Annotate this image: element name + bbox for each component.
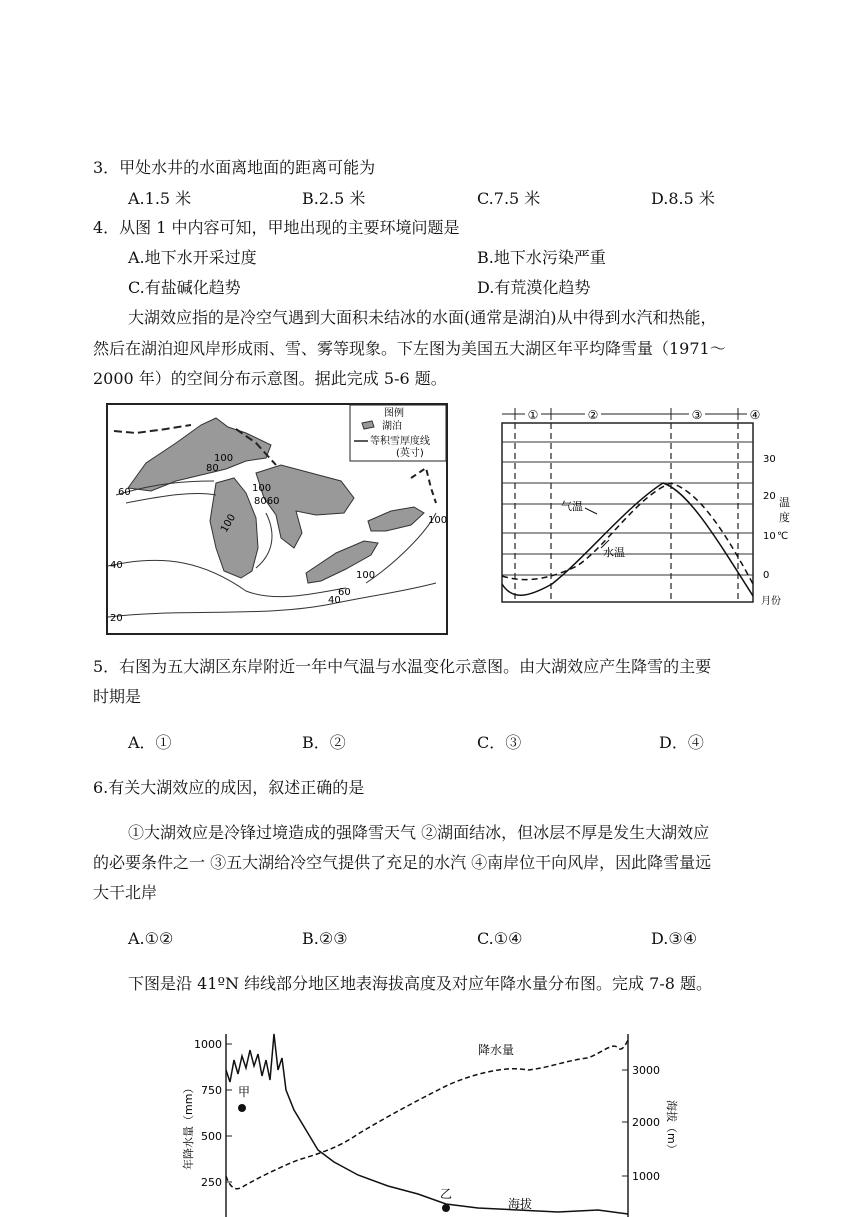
y-tick: 20 — [763, 491, 776, 502]
legend-isoline: 等积雪厚度线 — [370, 436, 430, 447]
air-temp-series-label: 气温 — [561, 500, 583, 513]
q5-option-b: B．② — [302, 733, 346, 752]
left-tick: 750 — [201, 1084, 222, 1097]
q6-option-d: D.③④ — [651, 929, 698, 948]
q5-option-a: A．① — [128, 733, 172, 752]
q3-option-c: C.7.5 米 — [477, 189, 541, 208]
point-yi-marker — [442, 1204, 450, 1212]
right-tick: 3000 — [632, 1064, 660, 1077]
q4-option-d: D.有荒漠化趋势 — [477, 278, 591, 297]
q3-option-d: D.8.5 米 — [651, 189, 715, 208]
q5-option-d: D．④ — [659, 733, 704, 752]
y-axis-label-2: 度 — [779, 511, 790, 524]
q5-stem-line1: 5．右图为五大湖区东岸附近一年中气温与水温变化示意图。由大湖效应产生降雪的主要 — [93, 657, 712, 676]
passage2: 下图是沿 41ºN 纬线部分地区地表海拔高度及对应年降水量分布图。完成 7-8 题。 — [128, 974, 712, 993]
elev-series-label: 海拔 — [508, 1197, 533, 1211]
water-temp-series-label: 水温 — [603, 546, 625, 559]
q6-option-a: A.①② — [128, 929, 174, 948]
left-tick: 500 — [201, 1130, 222, 1143]
legend-lake: 湖泊 — [382, 421, 402, 432]
isoline-label: 100 — [356, 570, 376, 581]
isoline-label: 80 — [206, 463, 219, 474]
y-axis-label-3: ℃ — [777, 531, 789, 542]
isoline-label: 100 — [219, 512, 239, 535]
right-tick: 1000 — [632, 1170, 660, 1183]
q6-option-c: C.①④ — [477, 929, 523, 948]
q6-body-line2: 的必要条件之一 ③五大湖给冷空气提供了充足的水汽 ④南岸位干向风岸，因此降雪量远 — [93, 853, 712, 872]
point-jia-marker — [238, 1104, 246, 1112]
isoline-label: 40 — [328, 595, 341, 606]
isoline-label: 100 — [252, 483, 272, 494]
passage1-line1: 大湖效应指的是冷空气遇到大面积未结冰的水面(通常是湖泊)从中得到水汽和热能， — [128, 308, 717, 327]
left-tick: 1000 — [194, 1038, 222, 1051]
precip-series-label: 降水量 — [478, 1043, 515, 1057]
q5-stem-line2: 时期是 — [93, 687, 142, 706]
great-lakes-snowfall-map — [106, 403, 448, 635]
right-axis-label: 海拔（m） — [665, 1100, 678, 1155]
isoline-label: 100 — [428, 515, 448, 526]
isoline-label: 100 — [214, 453, 234, 464]
q6-stem: 6.有关大湖效应的成因，叙述正确的是 — [93, 778, 365, 797]
precipitation-line — [226, 1040, 628, 1189]
y-tick: 10 — [763, 531, 776, 542]
point-yi-label: 乙 — [440, 1187, 453, 1201]
right-tick: 2000 — [632, 1116, 660, 1129]
q4-option-c: C.有盐碱化趋势 — [128, 278, 241, 297]
y-tick: 30 — [763, 454, 776, 465]
isoline-label: 20 — [110, 613, 123, 624]
legend-title: 图例 — [384, 408, 404, 419]
left-axis-label: 年降水量（mm） — [182, 1082, 195, 1170]
period-2-label: ② — [587, 408, 599, 422]
q4-option-b: B.地下水污染严重 — [477, 248, 606, 267]
q6-option-b: B.②③ — [302, 929, 348, 948]
period-1-label: ① — [527, 408, 539, 422]
left-tick: 250 — [201, 1176, 222, 1189]
legend-unit: (英寸) — [396, 448, 424, 459]
period-4-label: ④ — [749, 408, 761, 422]
period-3-label: ③ — [691, 408, 703, 422]
q5-option-c: C．③ — [477, 733, 522, 752]
q6-body-line1: ①大湖效应是冷锋过境造成的强降雪天气 ②湖面结冰，但冰层不厚是发生大湖效应 — [128, 823, 710, 842]
temperature-chart — [497, 406, 795, 606]
isoline-label: 40 — [110, 560, 123, 571]
point-jia-label: 甲 — [238, 1085, 251, 1099]
q4-option-a: A.地下水开采过度 — [128, 248, 257, 267]
y-axis-label-1: 温 — [779, 496, 790, 509]
q3-option-b: B.2.5 米 — [302, 189, 366, 208]
isoline-label: 60 — [118, 487, 131, 498]
x-axis-label: 月份 — [761, 596, 781, 606]
q3-stem: 3．甲处水井的水面离地面的距离可能为 — [93, 158, 376, 177]
q6-body-line3: 大干北岸 — [93, 883, 158, 902]
isoline-label: 8060 — [254, 496, 280, 507]
profile-chart — [178, 1030, 678, 1217]
y-tick: 0 — [763, 570, 770, 581]
q3-option-a: A.1.5 米 — [128, 189, 192, 208]
passage1-line3: 2000 年）的空间分布示意图。据此完成 5-6 题。 — [93, 369, 447, 388]
passage1-line2: 然后在湖泊迎风岸形成雨、雪、雾等现象。下左图为美国五大湖区年平均降雪量（1971～ — [93, 339, 726, 358]
q4-stem: 4．从图 1 中内容可知，甲地出现的主要环境问题是 — [93, 218, 460, 237]
isoline-label: 60 — [338, 587, 351, 598]
